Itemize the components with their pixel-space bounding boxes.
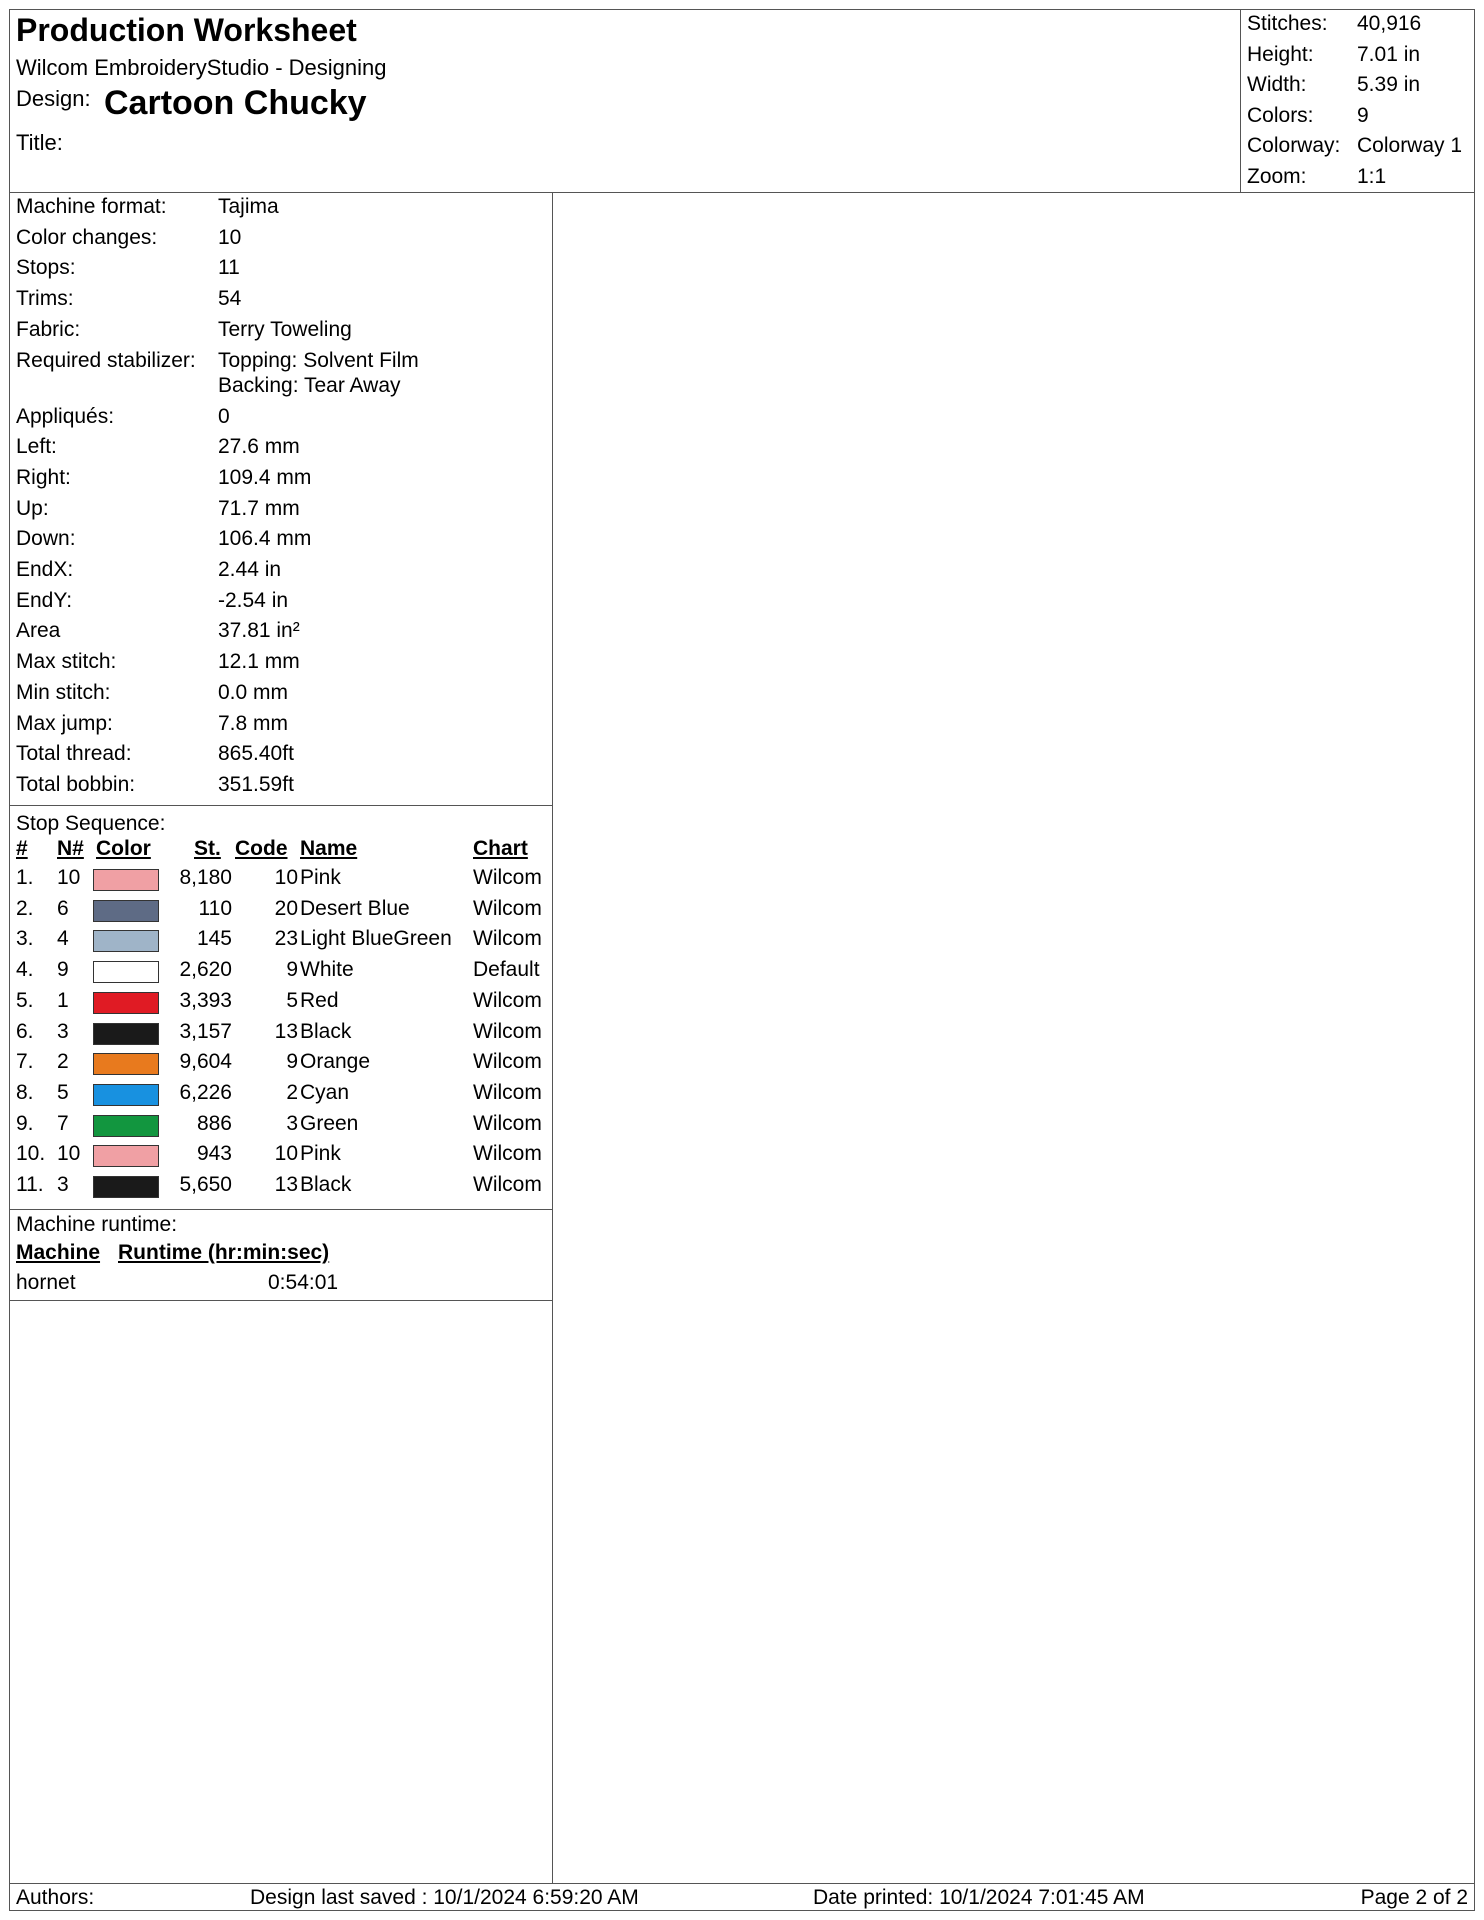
thread-chart: Default — [473, 958, 540, 982]
thread-code: 13 — [274, 1173, 298, 1196]
worksheet-footer — [10, 1883, 1474, 1911]
property-label: EndY: — [16, 588, 73, 612]
property-label: Min stitch: — [16, 680, 111, 704]
property-label: Machine format: — [16, 195, 167, 218]
property-value: 106.4 mm — [218, 527, 312, 551]
footer-date-printed: Date printed: 10/1/2024 7:01:45 AM — [813, 1886, 1145, 1909]
property-label: Trims: — [16, 287, 74, 311]
stitch-count: 943 — [196, 1142, 232, 1166]
needle-number: 10 — [57, 1142, 81, 1166]
property-value: 71.7 mm — [218, 496, 300, 520]
property-label: Fabric: — [16, 317, 81, 341]
worksheet-header — [10, 10, 1474, 193]
thread-code: 23 — [274, 927, 298, 951]
stitch-count: 886 — [196, 1111, 232, 1135]
thread-code: 9 — [286, 1050, 298, 1074]
stop-sequence-title: Stop Sequence: — [16, 812, 166, 835]
property-value: 865.40ft — [218, 742, 294, 766]
summary-label: Height: — [1247, 42, 1314, 66]
section-divider — [10, 1300, 553, 1301]
thread-code: 2 — [286, 1080, 298, 1104]
summary-label: Colors: — [1247, 103, 1314, 127]
thread-name: Red — [300, 988, 339, 1012]
thread-chart: Wilcom — [473, 1111, 542, 1135]
property-value: 27.6 mm — [218, 435, 300, 459]
stop-number: 6. — [16, 1019, 34, 1043]
runtime-machine: hornet — [16, 1271, 76, 1294]
stop-number: 7. — [16, 1050, 34, 1074]
color-swatch — [93, 930, 159, 952]
stitch-count: 6,226 — [179, 1080, 232, 1104]
page-title: Production Worksheet — [16, 12, 357, 48]
needle-number: 9 — [57, 958, 69, 982]
thread-code: 20 — [274, 896, 298, 920]
thread-chart: Wilcom — [473, 1019, 542, 1043]
col-header-machine: Machine — [16, 1241, 101, 1264]
footer-authors: Authors: — [16, 1886, 95, 1909]
runtime-value: 0:54:01 — [268, 1271, 339, 1294]
color-swatch — [93, 992, 159, 1014]
stop-number: 5. — [16, 988, 34, 1012]
needle-number: 2 — [57, 1050, 69, 1074]
stop-number: 9. — [16, 1111, 34, 1135]
design-name: Cartoon Chucky — [104, 84, 367, 122]
summary-value: 40,916 — [1357, 12, 1422, 35]
thread-code: 13 — [274, 1019, 298, 1043]
needle-number: 6 — [57, 896, 69, 920]
property-value: Terry Toweling — [218, 317, 352, 341]
summary-value: Colorway 1 — [1357, 134, 1463, 157]
property-label: Right: — [16, 465, 71, 489]
col-header-code: Code — [235, 837, 288, 860]
thread-code: 10 — [274, 866, 298, 889]
color-swatch — [93, 1053, 159, 1075]
property-label: Area — [16, 619, 61, 643]
property-value: 54 — [218, 287, 242, 311]
thread-code: 10 — [274, 1142, 298, 1166]
property-value: Backing: Tear Away — [218, 373, 401, 397]
stitch-count: 145 — [196, 927, 232, 951]
thread-name: Pink — [300, 1142, 341, 1166]
property-label: Down: — [16, 527, 76, 551]
stitch-count: 3,157 — [179, 1019, 232, 1043]
thread-code: 9 — [286, 958, 298, 982]
col-header-num: # — [16, 837, 28, 860]
thread-chart: Wilcom — [473, 1050, 542, 1074]
worksheet-page — [9, 9, 1475, 1911]
needle-number: 10 — [57, 866, 81, 889]
color-swatch — [93, 1145, 159, 1167]
col-header-color: Color — [96, 837, 151, 860]
thread-code: 3 — [286, 1111, 298, 1135]
property-value: Topping: Solvent Film — [218, 348, 419, 372]
thread-chart: Wilcom — [473, 1080, 542, 1104]
property-label: Left: — [16, 435, 57, 459]
thread-name: Green — [300, 1111, 359, 1135]
section-divider — [10, 1209, 553, 1210]
needle-number: 3 — [57, 1019, 69, 1043]
summary-value: 5.39 in — [1357, 73, 1421, 96]
col-header-runtime: Runtime (hr:min:sec) — [118, 1241, 330, 1264]
property-value: -2.54 in — [218, 588, 289, 612]
property-label: Color changes: — [16, 225, 158, 249]
summary-value: 9 — [1357, 103, 1369, 127]
property-value: 0 — [218, 404, 230, 428]
color-swatch — [93, 1084, 159, 1106]
runtime-title: Machine runtime: — [16, 1213, 178, 1236]
needle-number: 3 — [57, 1173, 69, 1196]
stop-number: 2. — [16, 896, 34, 920]
summary-value: 7.01 in — [1357, 42, 1421, 66]
property-value: 109.4 mm — [218, 465, 312, 489]
property-label: Appliqués: — [16, 404, 115, 428]
thread-chart: Wilcom — [473, 988, 542, 1012]
thread-name: Cyan — [300, 1080, 350, 1104]
thread-chart: Wilcom — [473, 896, 542, 920]
property-label: Total bobbin: — [16, 772, 136, 796]
property-label: Total thread: — [16, 742, 132, 766]
title-label: Title: — [16, 130, 63, 155]
thread-name: Light BlueGreen — [300, 927, 452, 951]
property-value: 0.0 mm — [218, 680, 289, 704]
stop-number: 10. — [16, 1142, 46, 1166]
color-swatch — [93, 1023, 159, 1045]
thread-chart: Wilcom — [473, 866, 542, 889]
summary-label: Zoom: — [1247, 164, 1307, 188]
thread-code: 5 — [286, 988, 298, 1012]
design-summary — [1240, 10, 1474, 193]
property-value: 11 — [218, 256, 240, 280]
summary-label: Stitches: — [1247, 12, 1328, 35]
color-swatch — [93, 900, 159, 922]
stop-number: 11. — [16, 1173, 44, 1196]
needle-number: 7 — [57, 1111, 69, 1135]
property-value: 37.81 in² — [218, 619, 300, 643]
stitch-count: 5,650 — [179, 1173, 232, 1196]
stop-number: 3. — [16, 927, 34, 951]
property-label: Stops: — [16, 256, 76, 280]
thread-chart: Wilcom — [473, 1142, 542, 1166]
summary-value: 1:1 — [1357, 164, 1387, 188]
thread-name: Black — [300, 1019, 352, 1043]
col-header-needle: N# — [57, 837, 84, 860]
needle-number: 4 — [57, 927, 69, 951]
color-swatch — [93, 1176, 159, 1198]
property-label: EndX: — [16, 558, 74, 581]
property-value: 7.8 mm — [218, 711, 289, 735]
summary-label: Colorway: — [1247, 134, 1341, 157]
details-column — [10, 193, 553, 1883]
property-label: Required stabilizer: — [16, 348, 196, 372]
thread-name: Black — [300, 1173, 352, 1196]
thread-name: Pink — [300, 866, 341, 889]
thread-name: White — [300, 958, 354, 982]
stop-number: 1. — [16, 866, 34, 889]
property-value: Tajima — [218, 195, 279, 218]
needle-number: 1 — [57, 988, 69, 1012]
property-value: 351.59ft — [218, 772, 294, 796]
thread-chart: Wilcom — [473, 927, 542, 951]
stop-number: 8. — [16, 1080, 34, 1104]
app-name: Wilcom EmbroideryStudio - Designing — [16, 55, 387, 80]
col-header-chart: Chart — [473, 837, 528, 860]
property-label: Max jump: — [16, 711, 113, 735]
property-value: 2.44 in — [218, 558, 282, 581]
col-header-name: Name — [300, 837, 358, 860]
color-swatch — [93, 869, 159, 891]
stitch-count: 2,620 — [179, 958, 232, 982]
property-value: 12.1 mm — [218, 650, 300, 674]
footer-last-saved: Design last saved : 10/1/2024 6:59:20 AM — [250, 1886, 639, 1909]
property-label: Max stitch: — [16, 650, 117, 674]
property-value: 10 — [218, 225, 242, 249]
thread-name: Desert Blue — [300, 896, 410, 920]
stitch-count: 3,393 — [179, 988, 232, 1012]
thread-chart: Wilcom — [473, 1173, 542, 1196]
property-label: Up: — [16, 496, 49, 520]
stop-number: 4. — [16, 958, 34, 982]
color-swatch — [93, 961, 159, 983]
needle-number: 5 — [57, 1080, 69, 1104]
stitch-count: 9,604 — [179, 1050, 232, 1074]
col-header-stitches: St. — [194, 837, 221, 860]
stitch-count: 110 — [198, 896, 232, 920]
summary-label: Width: — [1247, 73, 1307, 96]
color-swatch — [93, 1115, 159, 1137]
footer-page-number: Page 2 of 2 — [1360, 1886, 1468, 1909]
stitch-count: 8,180 — [179, 866, 232, 889]
section-divider — [10, 805, 553, 806]
design-label: Design: — [16, 86, 91, 111]
thread-name: Orange — [300, 1050, 371, 1074]
